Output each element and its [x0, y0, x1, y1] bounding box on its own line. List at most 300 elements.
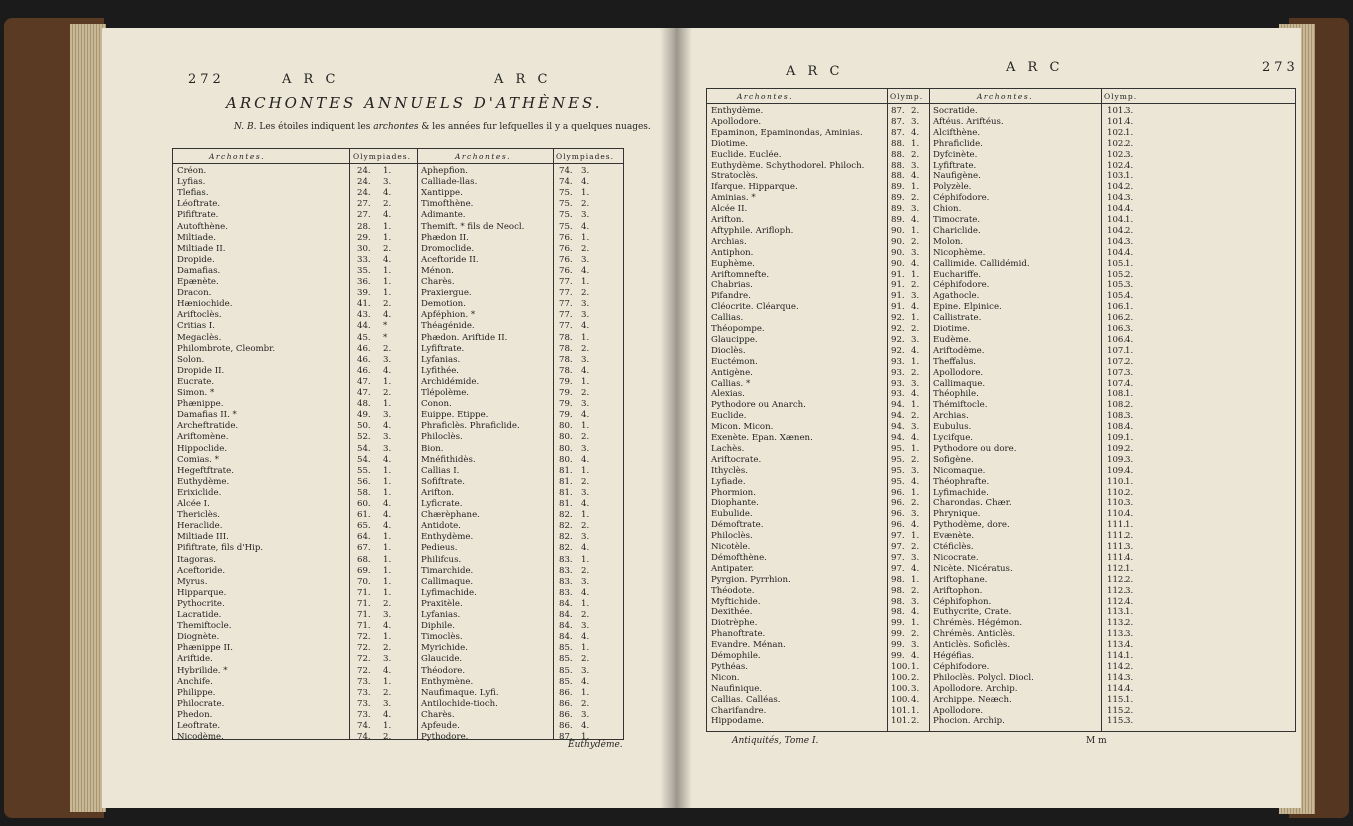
olympiad-year: 2.: [581, 521, 590, 532]
olympiad-year: 3.: [911, 596, 920, 607]
archonte-name: Praxiergue.: [421, 288, 472, 299]
archonte-name: Diognète.: [177, 632, 220, 643]
olympiad-year: 1.: [383, 221, 392, 232]
olympiad-year: 4.: [911, 215, 920, 225]
olympiad-year: 1.: [1125, 563, 1134, 574]
olympiad-number: 114.: [1107, 661, 1127, 672]
olympiad-year: 1.: [1125, 433, 1134, 443]
table-row: [707, 368, 929, 379]
olympiad-year: 4.: [1125, 116, 1134, 127]
olympiad-number: 73.: [357, 687, 371, 698]
olympiad-year: 1.: [1125, 127, 1134, 138]
olympiad-number: 109.: [1107, 465, 1127, 476]
archonte-name: Solon.: [177, 354, 205, 365]
archonte-name: Megaclès.: [177, 332, 222, 343]
archonte-name: Dracon.: [177, 288, 212, 299]
table-row: [173, 555, 417, 566]
archonte-name: Timocrate.: [933, 215, 981, 225]
olympiad-year: 3.: [911, 247, 920, 258]
col-header-olympiades: Olympiades.: [556, 152, 615, 161]
archonte-name: Heraclide.: [177, 521, 223, 532]
olympiad-number: 110.: [1107, 509, 1127, 520]
table-row: [929, 640, 1295, 651]
archonte-name: Tlépolème.: [421, 388, 470, 398]
archonte-name: Charès.: [421, 709, 455, 720]
archonte-name: Ariftophon.: [933, 585, 983, 596]
archonte-name: Ifarque. Hipparque.: [711, 182, 798, 193]
table-row: [417, 555, 623, 566]
table-row: [707, 346, 929, 357]
archonte-name: Anchife.: [177, 676, 213, 687]
olympiad-number: 85.: [559, 665, 573, 676]
archonte-name: Lyfiade.: [711, 476, 746, 487]
olympiad-number: 72.: [357, 643, 371, 654]
table-row: [417, 344, 623, 355]
table-row: [173, 488, 417, 499]
archonte-name: Pythodème, dore.: [933, 520, 1010, 531]
archonte-name: Euclide.: [711, 411, 747, 422]
archonte-name: Lyfias.: [177, 177, 206, 188]
olympiad-number: 76.: [559, 254, 573, 265]
olympiad-number: 110.: [1107, 476, 1127, 487]
olympiad-number: 73.: [357, 676, 371, 687]
archonte-name: Dexithée.: [711, 607, 753, 618]
olympiad-number: 113.: [1107, 640, 1127, 651]
table-row: [929, 248, 1295, 259]
olympiad-year: 3.: [383, 654, 392, 665]
table-row: [929, 433, 1295, 444]
table-row: [707, 433, 929, 444]
archonte-name: Nicomaque.: [933, 465, 986, 476]
olympiad-year: 2.: [911, 498, 920, 509]
olympiad-year: 4.: [581, 410, 590, 421]
olympiad-number: 79.: [559, 399, 573, 410]
olympiad-year: 1.: [581, 554, 590, 565]
olympiad-number: 93.: [891, 356, 905, 367]
col-header-archontes: Archontes.: [737, 92, 794, 101]
table-row: [929, 662, 1295, 673]
olympiad-year: 3.: [383, 432, 392, 443]
table-row: [929, 716, 1295, 727]
olympiad-number: 72.: [357, 665, 371, 676]
archonte-name: Lyficrate.: [421, 499, 463, 509]
olympiad-year: 1.: [383, 376, 392, 387]
olympiad-number: 103.: [1107, 171, 1127, 182]
table-row: [173, 532, 417, 543]
olympiad-year: 2.: [1125, 618, 1134, 629]
olympiad-number: 47.: [357, 376, 371, 387]
archonte-name: Nicon.: [711, 672, 740, 683]
olympiad-year: 3.: [1125, 411, 1134, 422]
olympiad-year: 1.: [383, 265, 392, 276]
archonte-name: Philombrote, Cleombr.: [177, 343, 276, 354]
olympiad-year: 1.: [1125, 302, 1134, 313]
table-row: [173, 199, 417, 210]
olympiad-year: 4.: [383, 454, 392, 465]
archonte-name: Philifcus.: [421, 554, 462, 565]
olympiad-year: 1.: [383, 632, 392, 643]
olympiad-number: 54.: [357, 443, 371, 454]
table-row: [929, 389, 1295, 400]
olympiad-year: 3.: [911, 334, 920, 345]
archonte-name: Nicocrate.: [933, 552, 979, 563]
olympiad-number: 80.: [559, 421, 573, 432]
right-page: [676, 28, 1301, 808]
archonte-name: Céphifodore.: [933, 193, 990, 204]
olympiad-year: 4.: [1125, 509, 1134, 520]
right-col-2: [929, 89, 1295, 731]
olympiad-number: 74.: [357, 732, 371, 743]
archonte-name: Dropide.: [177, 254, 215, 265]
archonte-name: Aphepfion.: [421, 166, 469, 176]
archonte-name: Callimaque.: [421, 576, 474, 587]
olympiad-year: 1.: [383, 565, 392, 576]
table-row: [707, 106, 929, 117]
archonte-name: Théodore.: [421, 665, 466, 676]
olympiad-year: 3.: [383, 354, 392, 365]
table-row: [707, 597, 929, 608]
olympiad-number: 107.: [1107, 356, 1127, 367]
table-row: [929, 553, 1295, 564]
archonte-name: Phraficlide.: [933, 138, 983, 149]
page-number-left: 272: [188, 72, 225, 87]
olympiad-number: 109.: [1107, 454, 1127, 465]
archonte-name: Timarchide.: [421, 565, 474, 576]
table-row: [707, 542, 929, 553]
olympiad-number: 92.: [891, 313, 905, 324]
table-row: [707, 477, 929, 488]
table-row: [707, 509, 929, 520]
olympiad-number: 48.: [357, 399, 371, 410]
table-row: [417, 421, 623, 432]
table-row: [173, 699, 417, 710]
archonte-name: Ithyclès.: [711, 465, 749, 476]
table-row: [173, 321, 417, 332]
olympiad-year: 4.: [1125, 596, 1134, 607]
table-row: [707, 237, 929, 248]
table-row: [173, 599, 417, 610]
archonte-name: Hipparque.: [177, 587, 227, 598]
olympiad-number: 105.: [1107, 269, 1127, 280]
olympiad-number: 90.: [891, 258, 905, 269]
olympiad-year: 2.: [1125, 531, 1134, 542]
table-row: [417, 455, 623, 466]
olympiad-number: 36.: [357, 277, 371, 287]
archonte-name: Phanoftrate.: [711, 629, 766, 640]
table-row: [929, 226, 1295, 237]
note-rest: & les années fur lefquelles il y a quelques nuages.: [421, 122, 651, 132]
archonte-name: Evænète.: [933, 531, 975, 542]
table-row: [417, 255, 623, 266]
olympiad-number: 96.: [891, 520, 905, 531]
archonte-name: Antipater.: [711, 563, 755, 574]
olympiad-number: 61.: [357, 510, 371, 521]
archonte-name: Epænète.: [177, 277, 219, 287]
archonte-name: Phædon. Ariftide II.: [421, 332, 508, 343]
table-row: [417, 610, 623, 621]
olympiad-number: 80.: [559, 443, 573, 454]
olympiad-year: 4.: [1125, 378, 1134, 389]
archonte-name: Critias I.: [177, 321, 216, 332]
olympiad-number: 111.: [1107, 552, 1127, 563]
olympiad-number: 113.: [1107, 607, 1127, 618]
archonte-name: Archidémide.: [421, 376, 480, 387]
table-row: [707, 379, 929, 390]
page-title: ARCHONTES ANNUELS D'ATHÈNES.: [226, 94, 603, 112]
olympiad-number: 58.: [357, 487, 371, 498]
archonte-name: Callimide. Callidémid.: [933, 258, 1030, 269]
archonte-name: Lyfimachide.: [421, 587, 477, 598]
archonte-name: Sofiftrate.: [421, 476, 465, 487]
olympiad-number: 24.: [357, 166, 371, 176]
olympiad-number: 106.: [1107, 302, 1127, 313]
olympiad-year: 1.: [1125, 607, 1134, 618]
table-row: [417, 288, 623, 299]
table-row: [929, 520, 1295, 531]
archonte-name: Nicodème.: [177, 732, 224, 743]
table-row: [707, 553, 929, 564]
archonte-name: Antigène.: [711, 367, 753, 378]
olympiad-year: 3.: [911, 552, 920, 563]
archonte-name: Naufimaque. Lyfi.: [421, 687, 499, 698]
olympiad-number: 46.: [357, 343, 371, 354]
table-row: [929, 455, 1295, 466]
archonte-name: Philoclès.: [421, 432, 463, 443]
olympiad-year: 3.: [911, 683, 920, 694]
archonte-name: Glaucippe.: [711, 334, 758, 345]
olympiad-year: 1.: [911, 269, 920, 280]
archonte-name: Alexias.: [711, 389, 745, 400]
olympiad-year: 2.: [911, 542, 920, 552]
archonte-name: Nicète. Nicératus.: [933, 563, 1013, 574]
archonte-name: Agathocle.: [933, 291, 980, 302]
olympiad-year: 3.: [911, 204, 920, 215]
table-row: [173, 355, 417, 366]
archonte-name: Stratoclès.: [711, 171, 758, 182]
olympiad-number: 77.: [559, 277, 573, 287]
archonte-name: Euchariffe.: [933, 269, 982, 280]
signature-mark: M m: [1086, 736, 1107, 746]
table-row: [929, 695, 1295, 706]
olympiad-number: 33.: [357, 254, 371, 265]
olympiad-year: 1.: [383, 465, 392, 476]
olympiad-number: 98.: [891, 585, 905, 596]
archonte-name: Eudème.: [933, 334, 972, 345]
olympiad-number: 35.: [357, 265, 371, 276]
archonte-name: Philoclès.: [711, 531, 753, 542]
olympiad-year: 3.: [581, 310, 590, 321]
olympiad-year: 2.: [581, 565, 590, 576]
archonte-name: Théodote.: [711, 585, 755, 596]
table-row: [417, 621, 623, 632]
table-row: [929, 139, 1295, 150]
table-row: [417, 521, 623, 532]
table-row: [929, 215, 1295, 226]
table-row: [707, 128, 929, 139]
table-row: [173, 210, 417, 221]
table-row: [417, 310, 623, 321]
table-row: [707, 215, 929, 226]
archonte-name: Lycifque.: [933, 433, 974, 443]
archonte-name: Chabrias.: [711, 280, 753, 291]
olympiad-number: 90.: [891, 247, 905, 258]
table-row: [417, 222, 623, 233]
table-row: [707, 324, 929, 335]
olympiad-year: 3.: [1125, 236, 1134, 247]
table-row: [707, 226, 929, 237]
table-row: [173, 521, 417, 532]
olympiad-year: 2.: [1125, 400, 1134, 411]
archonte-name: Chion.: [933, 204, 962, 215]
olympiad-year: 4.: [581, 177, 590, 188]
table-row: [929, 150, 1295, 161]
archonte-name: Phocion. Archip.: [933, 716, 1005, 727]
olympiad-year: 3.: [581, 621, 590, 632]
olympiad-number: 85.: [559, 654, 573, 665]
olympiad-number: 94.: [891, 433, 905, 443]
table-row: [929, 422, 1295, 433]
archonte-name: Hippodame.: [711, 716, 765, 727]
table-row: [929, 498, 1295, 509]
running-head-right-b: A R C: [1006, 60, 1064, 75]
table-row: [173, 366, 417, 377]
olympiad-number: 111.: [1107, 542, 1127, 552]
olympiad-number: 108.: [1107, 400, 1127, 411]
table-row: [417, 444, 623, 455]
olympiad-number: 104.: [1107, 193, 1127, 204]
olympiad-year: 4.: [1125, 204, 1134, 215]
olympiad-year: 3.: [581, 254, 590, 265]
olympiad-number: 43.: [357, 310, 371, 321]
archonte-name: Nicophème.: [933, 247, 986, 258]
olympiad-number: 65.: [357, 521, 371, 532]
olympiad-year: 1.: [383, 532, 392, 543]
olympiad-number: 94.: [891, 411, 905, 422]
table-row: [929, 368, 1295, 379]
olympiad-number: 94.: [891, 422, 905, 433]
olympiad-number: 100.: [891, 683, 911, 694]
olympiad-number: 97.: [891, 531, 905, 542]
table-row: [173, 666, 417, 677]
table-row: [417, 499, 623, 510]
olympiad-year: 3.: [383, 610, 392, 620]
olympiad-number: 108.: [1107, 389, 1127, 400]
col-header-olympiades: Olympiades.: [353, 152, 412, 161]
table-row: [173, 566, 417, 577]
archonte-name: Ariftophane.: [933, 574, 988, 585]
olympiad-number: 99.: [891, 629, 905, 640]
table-row: [929, 161, 1295, 172]
olympiad-year: 2.: [581, 432, 590, 443]
olympiad-number: 105.: [1107, 291, 1127, 302]
table-row: [929, 531, 1295, 542]
olympiad-year: 3.: [1125, 498, 1134, 509]
olympiad-year: 4.: [1125, 160, 1134, 171]
left-col-1: [173, 149, 417, 743]
olympiad-year: 1.: [1125, 694, 1134, 705]
table-row: [417, 210, 623, 221]
table-row: [707, 150, 929, 161]
olympiad-number: 79.: [559, 388, 573, 398]
archonte-name: Euctémon.: [711, 356, 758, 367]
archonte-name: Myrus.: [177, 576, 208, 587]
olympiad-year: 1.: [581, 465, 590, 476]
table-row: [417, 399, 623, 410]
table-row: [929, 684, 1295, 695]
olympiad-year: 4.: [581, 321, 590, 332]
olympiad-year: 1.: [581, 421, 590, 432]
table-row: [417, 599, 623, 610]
archonte-name: Callias. *: [711, 378, 751, 389]
table-row: [173, 688, 417, 699]
table-row: [417, 643, 623, 654]
table-row: [173, 577, 417, 588]
table-row: [417, 355, 623, 366]
archonte-name: Dioclès.: [711, 345, 746, 356]
table-row: [173, 432, 417, 443]
archonte-name: Adimante.: [421, 210, 466, 221]
olympiad-number: 112.: [1107, 574, 1127, 585]
olympiad-year: 2.: [581, 654, 590, 665]
archonte-name: Pedieus.: [421, 543, 458, 554]
archonte-name: Apollodore.: [711, 116, 762, 127]
olympiad-year: 3.: [911, 422, 920, 433]
olympiad-number: 72.: [357, 632, 371, 643]
archonte-name: Lyfimachide.: [933, 487, 989, 498]
olympiad-year: 3.: [581, 166, 590, 176]
col-header-archontes: Archontes.: [209, 152, 266, 161]
archonte-name: Lyfanias.: [421, 354, 461, 365]
olympiad-year: 4.: [581, 587, 590, 598]
olympiad-year: 1.: [581, 277, 590, 287]
table-row: [707, 629, 929, 640]
archonte-name: Démofthène.: [711, 552, 767, 563]
table-row: [929, 237, 1295, 248]
olympiad-number: 92.: [891, 324, 905, 334]
olympiad-number: 96.: [891, 509, 905, 520]
olympiad-number: 78.: [559, 365, 573, 376]
archonte-name: Epine. Elpinice.: [933, 302, 1002, 313]
olympiad-year: 4.: [911, 694, 920, 705]
archonte-name: Exenète. Epan. Xænen.: [711, 433, 813, 443]
olympiad-number: 95.: [891, 454, 905, 465]
olympiad-year: 3.: [1125, 585, 1134, 596]
olympiad-year: 3.: [581, 487, 590, 498]
olympiad-year: 1.: [911, 574, 920, 585]
archonte-name: Tlefias.: [177, 188, 209, 199]
olympiad-number: 99.: [891, 640, 905, 651]
olympiad-year: 3.: [383, 698, 392, 709]
archonte-name: Lyfithée.: [421, 365, 460, 376]
olympiad-number: 50.: [357, 421, 371, 432]
archonte-name: Callias.: [711, 313, 744, 324]
olympiad-year: 2.: [383, 299, 392, 310]
table-row: [929, 117, 1295, 128]
olympiad-number: 105.: [1107, 280, 1127, 291]
olympiad-number: 84.: [559, 610, 573, 620]
table-row: [707, 270, 929, 281]
olympiad-number: 68.: [357, 554, 371, 565]
archonte-name: Phrynique.: [933, 509, 981, 520]
archonte-name: Pythodore.: [421, 732, 469, 743]
table-row: [929, 564, 1295, 575]
archonte-name: Charondas. Chær.: [933, 498, 1012, 509]
olympiad-year: 2.: [911, 629, 920, 640]
archonte-name: Alcée I.: [177, 499, 210, 509]
olympiad-year: 4.: [1125, 683, 1134, 694]
olympiad-year: 4.: [383, 421, 392, 432]
olympiad-year: 3.: [1125, 629, 1134, 640]
